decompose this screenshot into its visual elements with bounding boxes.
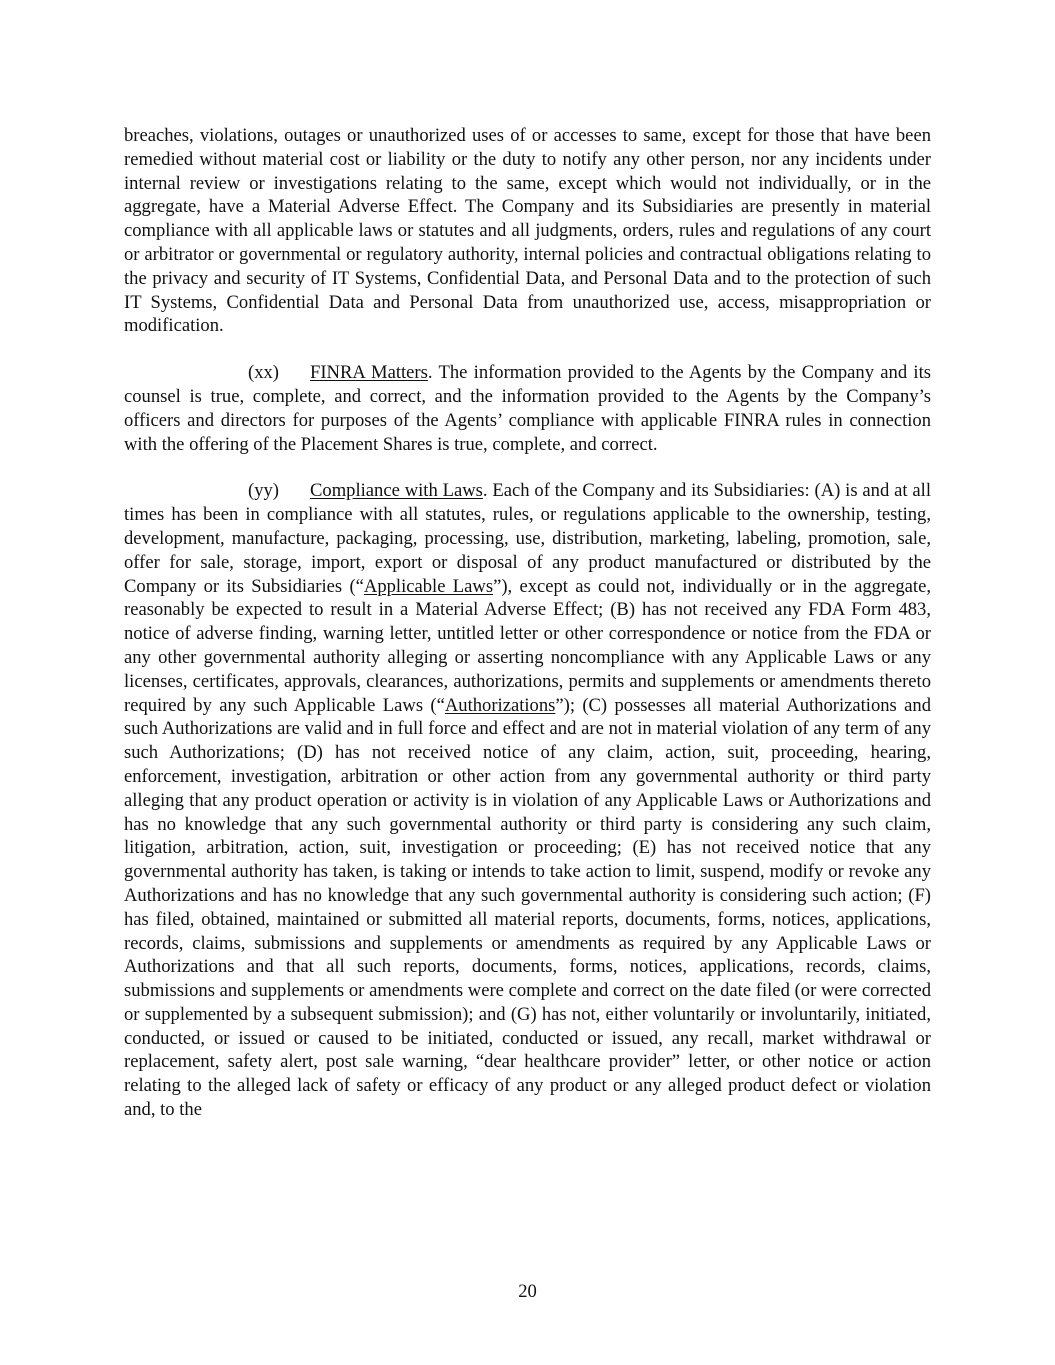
document-page: [124, 124, 931, 1122]
defined-term-authorizations: Authorizations: [444, 694, 556, 716]
paragraph-text: breaches, violations, outages or unauthorized uses of or accesses to same, except for those that have been remedied without material cost or liability or the duty to notify any other person, nor any incidents under internal review or investigations relating to the same, except which would not individually, or in the aggregate, have a Material Adverse Effect. The Company and its Subsidiaries are presently in material compliance with all applicable laws or statutes and all judgments, orders, rules and regulations of any court or arbitrator or governmental or regulatory authority, internal policies and contractual obligations relating to the privacy and security of IT Systems, Confidential Data, and Personal Data and to the protection of such IT Systems, Confidential Data and Personal Data from unauthorized use, access, misappropriation or modification.: [124, 125, 931, 337]
section-heading: Compliance with Laws: [310, 480, 483, 502]
paragraph-continuation: [124, 124, 931, 338]
section-yy-compliance-with-laws: [124, 479, 931, 1122]
section-number: (xx): [248, 362, 279, 384]
page-number: 20: [518, 1281, 537, 1302]
section-heading: FINRA Matters: [310, 362, 428, 384]
section-number: (yy): [248, 480, 279, 502]
section-body-part-3: ”); (C) possesses all material Authorizations and such Authorizations are valid and in full force and effect and are not in material violation of any term of any such Authorizations; (D) has not received notice of any claim, action, suit, proceeding, hearing, enforcement, investigation, arbitration or other action from any governmental authority or third party alleging that any product operation or activity is in violation of any Applicable Laws or Authorizations and has no knowledge that any such governmental authority or third party is considering any such claim, litigation, arbitration, action, suit, investigation or proceeding; (E) has not received notice that any governmental authority has taken, is taking or intends to take action to limit, suspend, modify or revoke any Authorizations and has no knowledge that any such governmental authority is considering such action; (F) has filed, obtained, maintained or submitted all material reports, documents, forms, notices, applications, records, claims, submissions and supplements or amendments as required by any Applicable Laws or Authorizations and that all such reports, documents, forms, notices, applications, records, claims, submissions and supplements or amendments were complete and correct on the date filed (or were corrected or supplemented by a subsequent submission); and (G) has not, either voluntarily or involuntarily, initiated, conducted, or issued or caused to be initiated, conducted or issued, any recall, market withdrawal or replacement, safety alert, post sale warning, “dear healthcare provider” letter, or other notice or action relating to the alleged lack of safety or efficacy of any product or any alleged product defect or violation and, to the: [124, 694, 931, 1121]
section-xx-finra-matters: [124, 361, 931, 456]
section-body: . The information provided to the Agents by the Company and its counsel is true, complete, and correct, and the information provided to the Agents by the Company’s officers and directors for purposes of the Agents’ compliance with applicable FINRA rules in connection with the offering of the Placement Shares is true, complete, and correct.: [124, 362, 931, 455]
defined-term-applicable-laws: Applicable Laws: [363, 575, 494, 597]
section-body-part-1: . Each of the Company and its Subsidiaries: (A) is and at all times has been in compliance with all statutes, rules, or regulations applicable to the ownership, testing, development, manufacture, packaging, processing, use, distribution, marketing, labeling, promotion, sale, offer for sale, storage, import, export or disposal of any product manufactured or distributed by the Company or its Subsidiaries (“: [124, 480, 931, 597]
section-body-part-2: ”), except as could not, individually or in the aggregate, reasonably be expected to result in a Material Adverse Effect; (B) has not received any FDA Form 483, notice of adverse finding, warning letter, untitled letter or other correspondence or notice from the FDA or any other governmental authority alleging or asserting noncompliance with any Applicable Laws or any licenses, certificates, approvals, clearances, authorizations, permits and supplements or amendments thereto required by any such Applicable Laws (“: [124, 575, 932, 716]
